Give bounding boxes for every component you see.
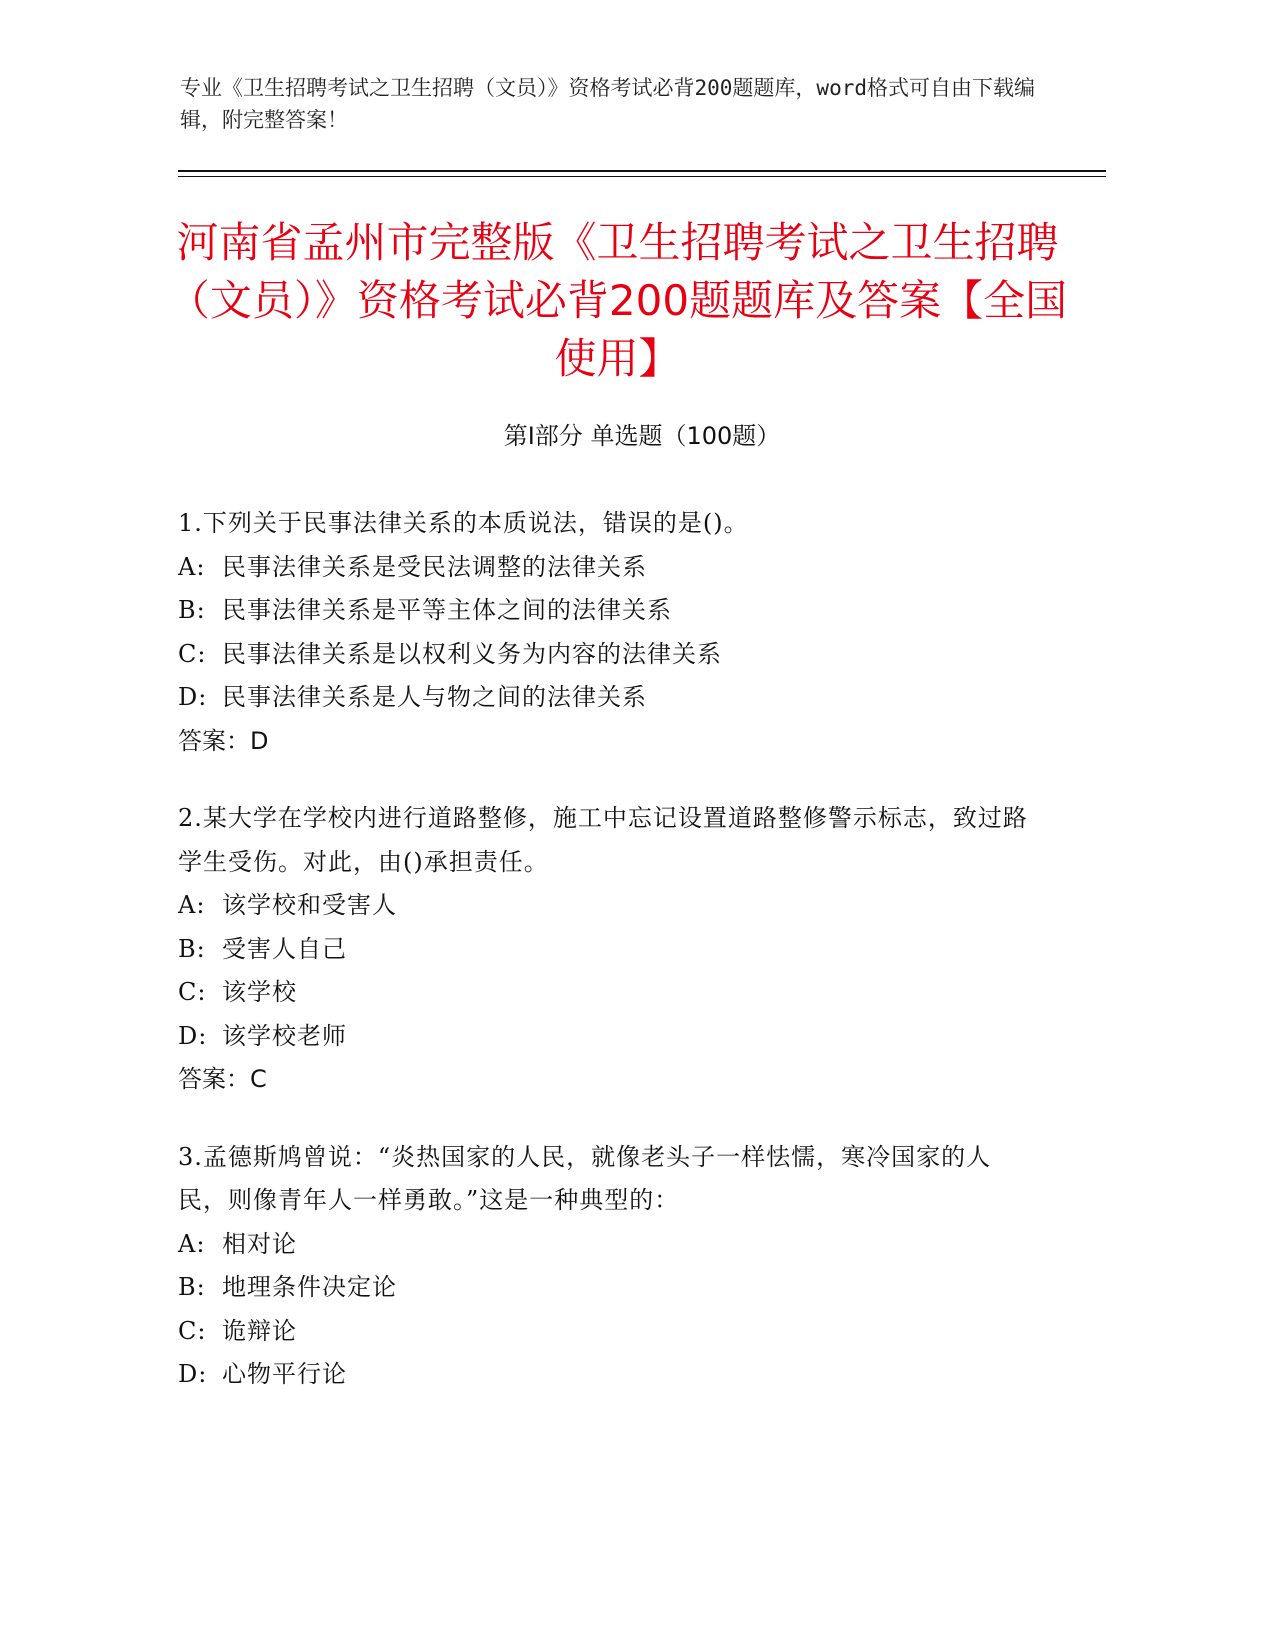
option-a	[178, 546, 1028, 590]
option-text: 诡辩论	[222, 1316, 297, 1345]
option-text: 受害人自己	[222, 934, 347, 963]
header-divider-thin	[178, 176, 1106, 177]
option-key: A:	[178, 552, 206, 581]
option-text: 该学校和受害人	[222, 891, 397, 919]
option-c	[178, 971, 1028, 1015]
option-key: D:	[178, 1360, 208, 1388]
section-heading: 第I部分 单选题（100题）	[503, 422, 781, 450]
option-text: 民事法律关系是受民法调整的法律关系	[222, 552, 647, 581]
option-text: 民事法律关系是人与物之间的法律关系	[222, 683, 647, 711]
option-text: 该学校老师	[222, 1021, 347, 1050]
question-1	[178, 502, 1028, 763]
option-b	[178, 589, 1028, 633]
question-2	[178, 797, 1028, 1102]
option-b	[178, 928, 1028, 972]
option-d	[178, 1015, 1028, 1059]
question-stem: 2.某大学在学校内进行道路整修，施工中忘记设置道路整修警示标志，致过路学生受伤。对此，由()承担责任。	[178, 804, 1028, 876]
document-title: 河南省孟州市完整版《卫生招聘考试之卫生招聘（文员）》资格考试必背200题题库及答案【全国使用】	[167, 218, 1068, 383]
option-c	[178, 633, 1028, 677]
option-key: C:	[178, 639, 207, 668]
option-key: D:	[178, 683, 208, 711]
option-key: A:	[178, 891, 206, 919]
option-c	[178, 1310, 1028, 1354]
option-key: B:	[178, 934, 206, 963]
option-text: 民事法律关系是以权利义务为内容的法律关系	[222, 639, 722, 668]
answer-line: 答案：C	[178, 1065, 267, 1093]
option-key: D:	[178, 1021, 208, 1050]
option-text: 民事法律关系是平等主体之间的法律关系	[222, 596, 672, 624]
option-a	[178, 1223, 1028, 1267]
option-key: B:	[178, 596, 206, 624]
option-text: 相对论	[222, 1229, 297, 1258]
option-b	[178, 1266, 1028, 1310]
option-text: 该学校	[222, 978, 297, 1006]
option-a	[178, 884, 1028, 928]
option-d	[178, 1353, 1028, 1397]
option-text: 地理条件决定论	[222, 1273, 397, 1301]
option-text: 心物平行论	[222, 1360, 347, 1388]
question-3	[178, 1136, 1028, 1397]
option-key: B:	[178, 1273, 206, 1301]
option-key: A:	[178, 1229, 206, 1258]
header-note: 专业《卫生招聘考试之卫生招聘（文员）》资格考试必背200题题库，word格式可自由下载编辑，附完整答案！	[180, 76, 1035, 132]
answer-line: 答案：D	[178, 726, 269, 755]
header-divider-thick	[178, 170, 1106, 172]
option-key: C:	[178, 978, 207, 1006]
option-d	[178, 676, 1028, 720]
question-list	[178, 502, 1028, 1431]
option-key: C:	[178, 1316, 207, 1345]
question-stem: 1.下列关于民事法律关系的本质说法，错误的是()。	[178, 509, 749, 537]
question-stem: 3.孟德斯鸠曾说：“炎热国家的人民，就像老头子一样怯懦，寒冷国家的人民，则像青年人一样勇敢。”这是一种典型的：	[178, 1142, 992, 1214]
